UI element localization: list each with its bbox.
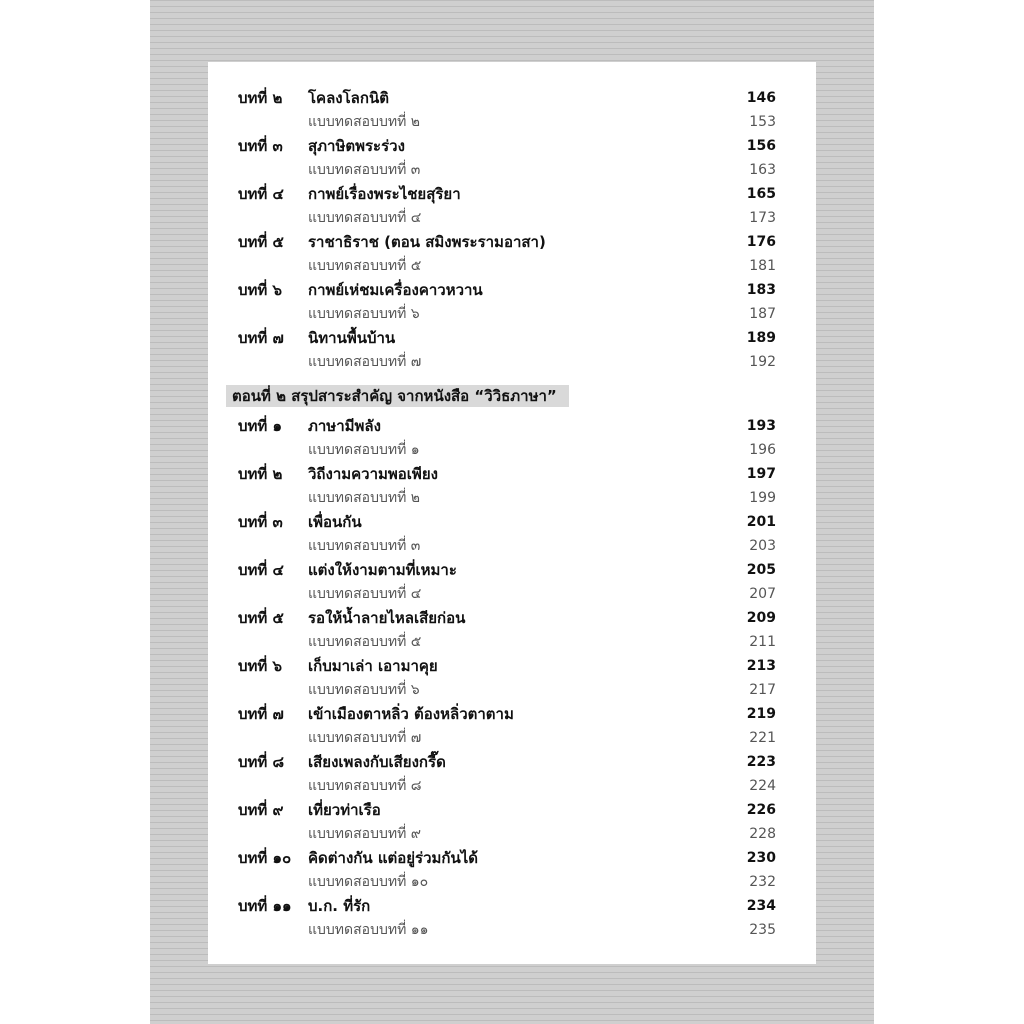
test-title: แบบทดสอบบทที่ ๑๑ bbox=[308, 922, 429, 938]
chapter-title: เที่ยวท่าเรือ bbox=[308, 801, 381, 819]
chapter-page-number: 223 bbox=[746, 754, 776, 770]
chapter-page-number: 219 bbox=[746, 706, 776, 722]
toc-chapter-row[interactable] bbox=[208, 702, 816, 726]
toc-test-row[interactable] bbox=[208, 486, 816, 510]
test-page-number: 221 bbox=[749, 730, 776, 746]
test-title: แบบทดสอบบทที่ ๑ bbox=[308, 442, 420, 458]
test-title: แบบทดสอบบทที่ ๖ bbox=[308, 682, 420, 698]
toc-chapter-row[interactable] bbox=[208, 894, 816, 918]
toc-chapter-row[interactable] bbox=[208, 606, 816, 630]
chapter-page-number: 201 bbox=[746, 514, 776, 530]
test-title: แบบทดสอบบทที่ ๘ bbox=[308, 778, 422, 794]
toc-test-row[interactable] bbox=[208, 774, 816, 798]
chapter-page-number: 226 bbox=[746, 802, 776, 818]
test-title: แบบทดสอบบทที่ ๔ bbox=[308, 210, 422, 226]
toc-test-row[interactable] bbox=[208, 918, 816, 942]
chapter-page-number: 189 bbox=[746, 330, 776, 346]
chapter-number: บทที่ ๖ bbox=[238, 657, 283, 675]
toc-chapter-row[interactable] bbox=[208, 846, 816, 870]
chapter-number: บทที่ ๑ bbox=[238, 417, 283, 435]
test-title: แบบทดสอบบทที่ ๔ bbox=[308, 586, 422, 602]
test-title: แบบทดสอบบทที่ ๒ bbox=[308, 490, 420, 506]
test-page-number: 207 bbox=[749, 586, 776, 602]
chapter-page-number: 205 bbox=[746, 562, 776, 578]
test-page-number: 203 bbox=[749, 538, 776, 554]
chapter-number: บทที่ ๖ bbox=[238, 281, 283, 299]
chapter-page-number: 197 bbox=[746, 466, 776, 482]
test-page-number: 173 bbox=[749, 210, 776, 226]
test-title: แบบทดสอบบทที่ ๓ bbox=[308, 162, 421, 178]
test-title: แบบทดสอบบทที่ ๑๐ bbox=[308, 874, 429, 890]
test-title: แบบทดสอบบทที่ ๓ bbox=[308, 538, 421, 554]
test-page-number: 232 bbox=[749, 874, 776, 890]
chapter-number: บทที่ ๗ bbox=[238, 705, 284, 723]
toc-chapter-row[interactable] bbox=[208, 462, 816, 486]
chapter-title: วิถีงามความพอเพียง bbox=[308, 465, 438, 483]
toc-test-row[interactable] bbox=[208, 254, 816, 278]
toc-test-row[interactable] bbox=[208, 206, 816, 230]
chapter-number: บทที่ ๓ bbox=[238, 513, 283, 531]
test-title: แบบทดสอบบทที่ ๕ bbox=[308, 258, 422, 274]
toc-chapter-row[interactable] bbox=[208, 134, 816, 158]
chapter-title: โคลงโลกนิติ bbox=[308, 89, 389, 107]
chapter-title: นิทานพื้นบ้าน bbox=[308, 329, 396, 347]
toc-chapter-row[interactable] bbox=[208, 182, 816, 206]
test-page-number: 235 bbox=[749, 922, 776, 938]
toc-test-row[interactable] bbox=[208, 726, 816, 750]
chapter-title: รอให้น้ำลายไหลเสียก่อน bbox=[308, 609, 466, 627]
toc-chapter-row[interactable] bbox=[208, 510, 816, 534]
chapter-page-number: 146 bbox=[746, 90, 776, 106]
chapter-title: ราชาธิราช (ตอน สมิงพระรามอาสา) bbox=[308, 233, 546, 251]
chapter-title: คิดต่างกัน แต่อยู่ร่วมกันได้ bbox=[308, 849, 479, 867]
test-page-number: 228 bbox=[749, 826, 776, 842]
chapter-number: บทที่ ๙ bbox=[238, 801, 284, 819]
test-title: แบบทดสอบบทที่ ๒ bbox=[308, 114, 420, 130]
chapter-page-number: 183 bbox=[746, 282, 776, 298]
test-page-number: 199 bbox=[749, 490, 776, 506]
chapter-title: เก็บมาเล่า เอามาคุย bbox=[308, 657, 438, 675]
chapter-number: บทที่ ๕ bbox=[238, 233, 284, 251]
test-page-number: 224 bbox=[749, 778, 776, 794]
chapter-title: บ.ก. ที่รัก bbox=[308, 897, 371, 915]
toc-test-row[interactable] bbox=[208, 822, 816, 846]
chapter-page-number: 209 bbox=[746, 610, 776, 626]
test-title: แบบทดสอบบทที่ ๖ bbox=[308, 306, 420, 322]
toc-chapter-row[interactable] bbox=[208, 750, 816, 774]
test-page-number: 181 bbox=[749, 258, 776, 274]
toc-chapter-row[interactable] bbox=[208, 414, 816, 438]
toc-page bbox=[208, 62, 816, 964]
test-title: แบบทดสอบบทที่ ๗ bbox=[308, 730, 422, 746]
test-title: แบบทดสอบบทที่ ๕ bbox=[308, 634, 422, 650]
chapter-title: กาพย์เรื่องพระไชยสุริยา bbox=[308, 185, 461, 203]
section-heading: ตอนที่ ๒ สรุปสาระสำคัญ จากหนังสือ “วิวิธภาษา” bbox=[226, 385, 569, 407]
chapter-page-number: 230 bbox=[746, 850, 776, 866]
chapter-title: เพื่อนกัน bbox=[308, 513, 362, 531]
chapter-title: เสียงเพลงกับเสียงกรี๊ด bbox=[308, 753, 446, 771]
test-page-number: 163 bbox=[749, 162, 776, 178]
toc-test-row[interactable] bbox=[208, 582, 816, 606]
test-page-number: 211 bbox=[749, 634, 776, 650]
toc-chapter-row[interactable] bbox=[208, 326, 816, 350]
chapter-number: บทที่ ๒ bbox=[238, 89, 283, 107]
test-page-number: 187 bbox=[749, 306, 776, 322]
test-title: แบบทดสอบบทที่ ๗ bbox=[308, 354, 422, 370]
test-title: แบบทดสอบบทที่ ๙ bbox=[308, 826, 422, 842]
chapter-page-number: 193 bbox=[746, 418, 776, 434]
chapter-number: บทที่ ๒ bbox=[238, 465, 283, 483]
toc-test-row[interactable] bbox=[208, 630, 816, 654]
chapter-title: เข้าเมืองตาหลิ่ว ต้องหลิ่วตาตาม bbox=[308, 705, 514, 723]
test-page-number: 153 bbox=[749, 114, 776, 130]
chapter-number: บทที่ ๑๑ bbox=[238, 897, 292, 915]
toc-test-row[interactable] bbox=[208, 438, 816, 462]
toc-chapter-row[interactable] bbox=[208, 230, 816, 254]
toc-test-row[interactable] bbox=[208, 110, 816, 134]
toc-test-row[interactable] bbox=[208, 350, 816, 374]
chapter-number: บทที่ ๔ bbox=[238, 561, 284, 579]
chapter-title: แต่งให้งามตามที่เหมาะ bbox=[308, 561, 457, 579]
toc-chapter-row[interactable] bbox=[208, 654, 816, 678]
chapter-number: บทที่ ๑๐ bbox=[238, 849, 292, 867]
chapter-number: บทที่ ๘ bbox=[238, 753, 285, 771]
toc-test-row[interactable] bbox=[208, 534, 816, 558]
toc-chapter-row[interactable] bbox=[208, 798, 816, 822]
chapter-number: บทที่ ๓ bbox=[238, 137, 283, 155]
toc-chapter-row[interactable] bbox=[208, 86, 816, 110]
test-page-number: 196 bbox=[749, 442, 776, 458]
toc-chapter-row[interactable] bbox=[208, 558, 816, 582]
chapter-page-number: 213 bbox=[746, 658, 776, 674]
chapter-page-number: 165 bbox=[746, 186, 776, 202]
chapter-number: บทที่ ๔ bbox=[238, 185, 284, 203]
chapter-number: บทที่ ๗ bbox=[238, 329, 284, 347]
toc-chapter-row[interactable] bbox=[208, 278, 816, 302]
toc-test-row[interactable] bbox=[208, 158, 816, 182]
chapter-title: กาพย์เห่ชมเครื่องคาวหวาน bbox=[308, 281, 483, 299]
toc-test-row[interactable] bbox=[208, 678, 816, 702]
toc-test-row[interactable] bbox=[208, 302, 816, 326]
chapter-title: ภาษามีพลัง bbox=[308, 417, 381, 435]
chapter-page-number: 156 bbox=[746, 138, 776, 154]
chapter-number: บทที่ ๕ bbox=[238, 609, 284, 627]
chapter-page-number: 234 bbox=[746, 898, 776, 914]
test-page-number: 217 bbox=[749, 682, 776, 698]
chapter-page-number: 176 bbox=[746, 234, 776, 250]
test-page-number: 192 bbox=[749, 354, 776, 370]
toc-test-row[interactable] bbox=[208, 870, 816, 894]
chapter-title: สุภาษิตพระร่วง bbox=[308, 137, 405, 155]
